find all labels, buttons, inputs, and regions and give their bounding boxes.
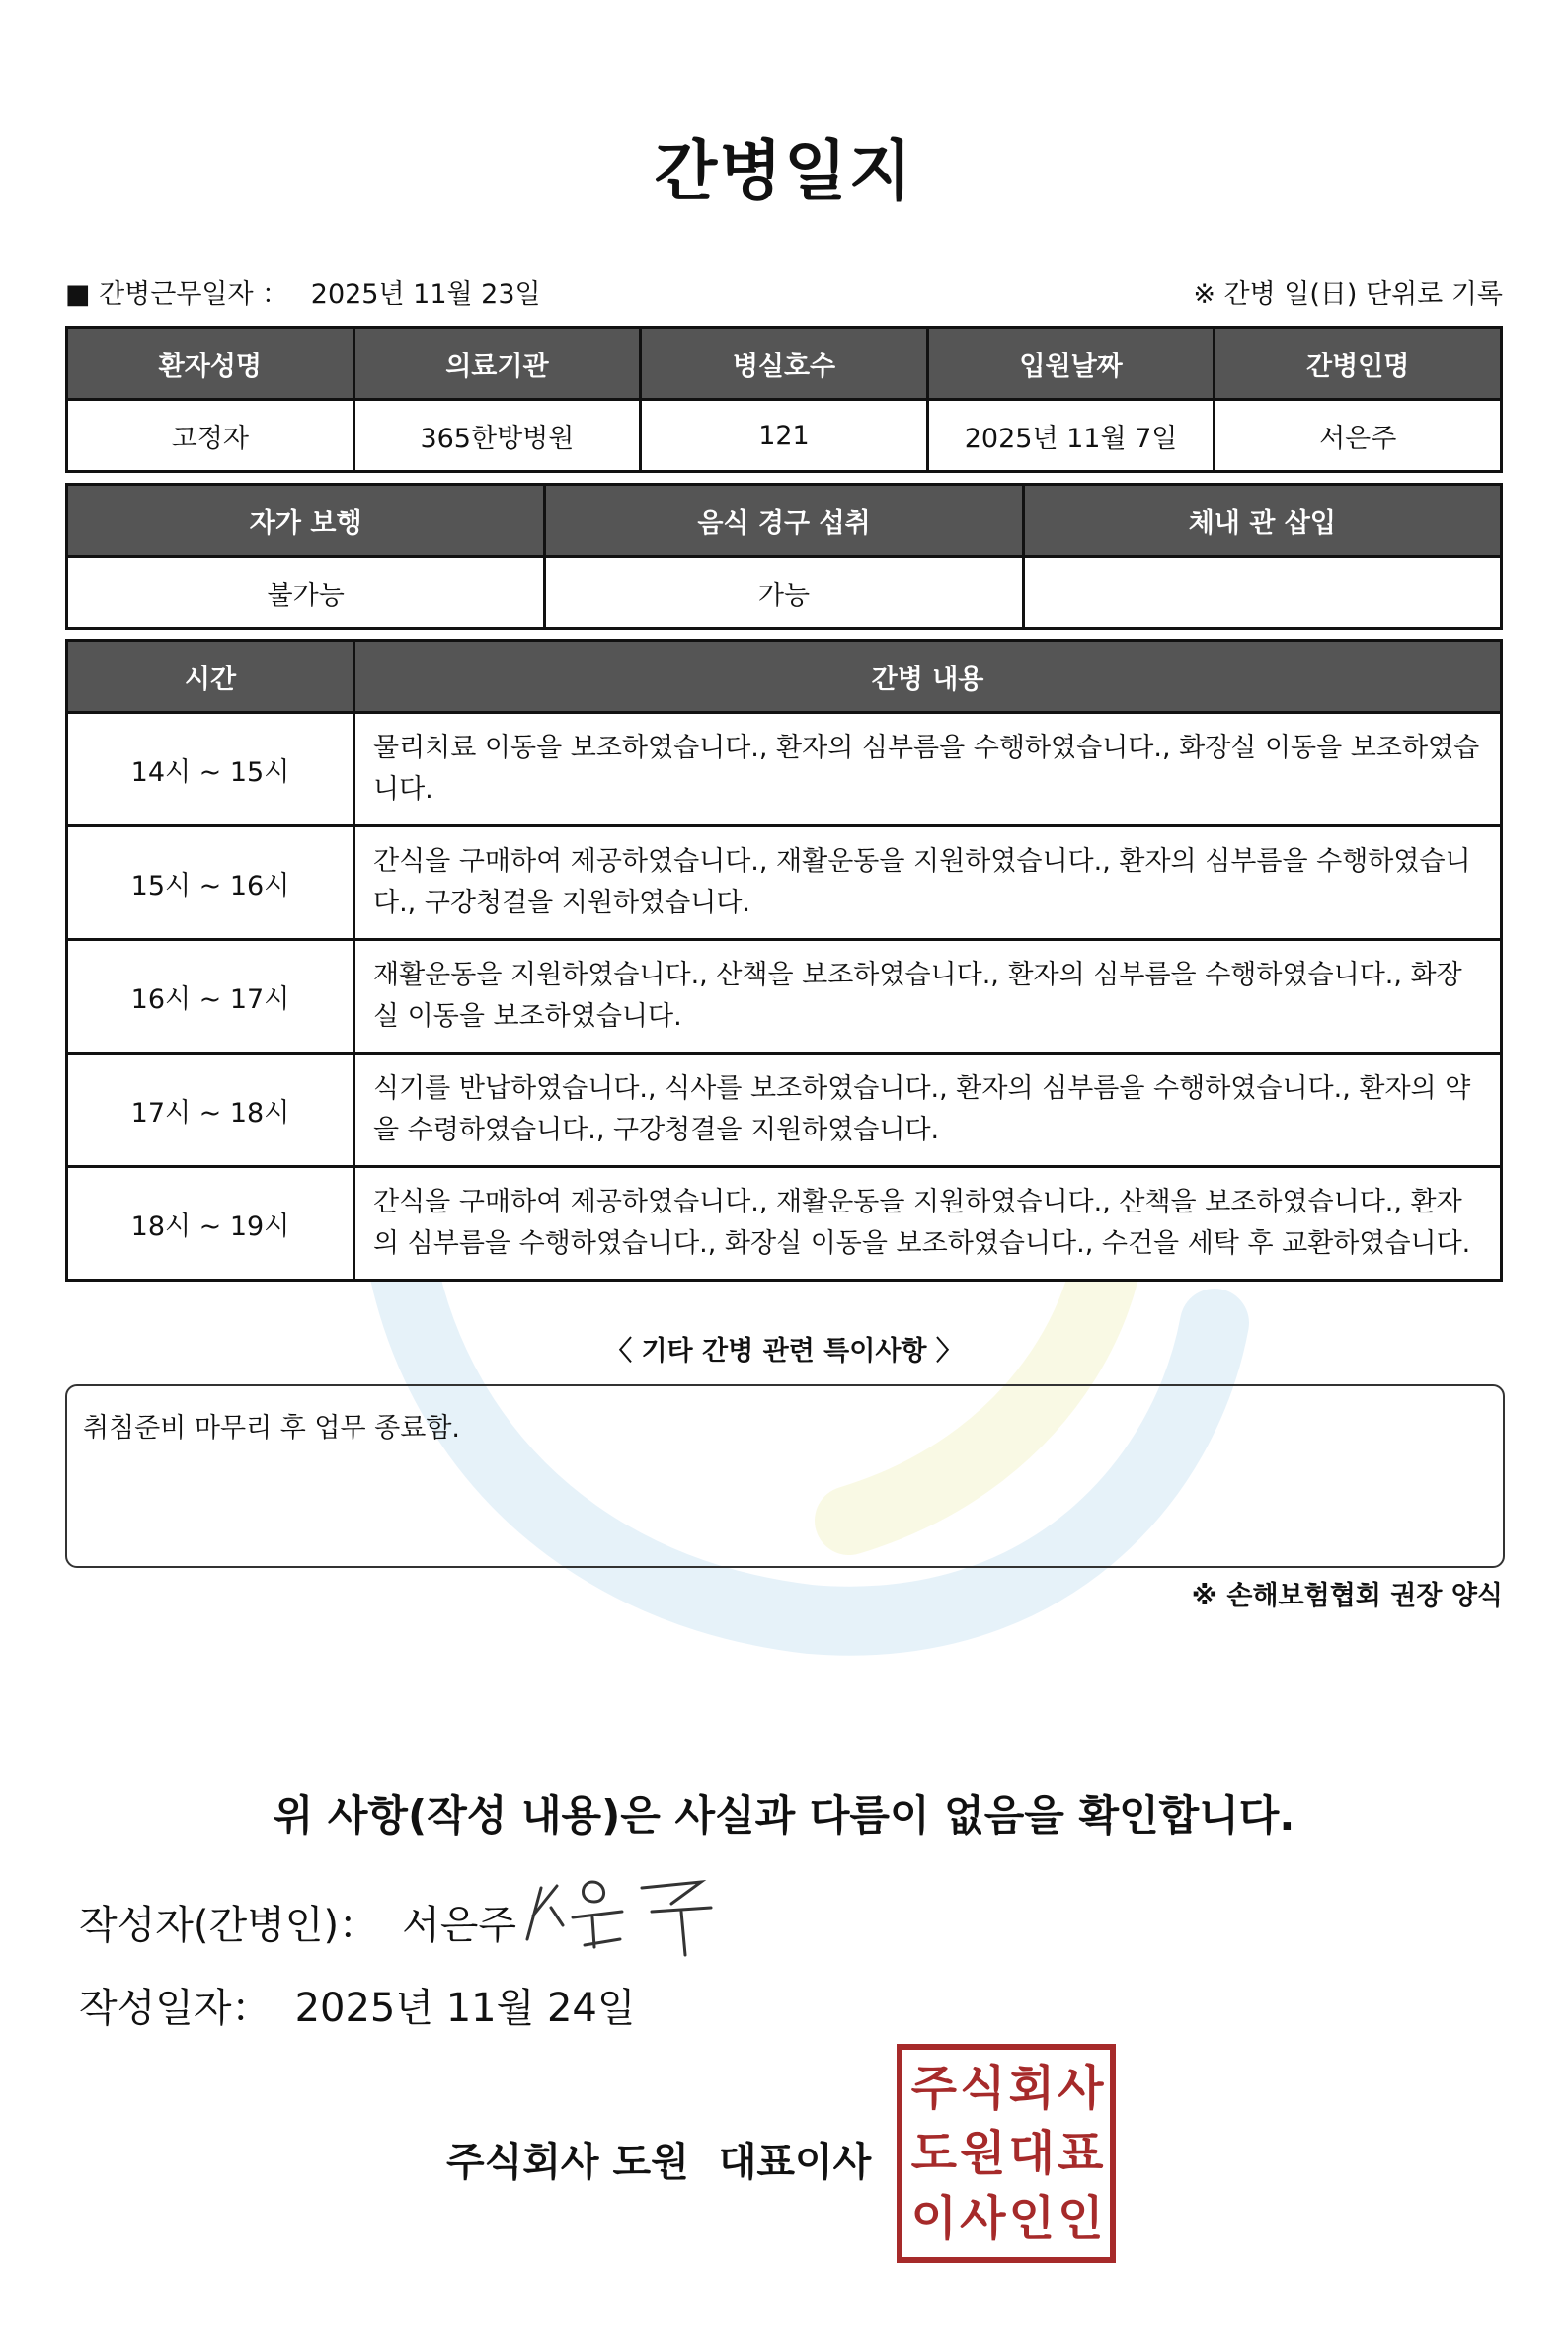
log-content: 식기를 반납하였습니다., 식사를 보조하였습니다., 환자의 심부름을 수행하였습니다., 환자의 약을 수령하였습니다., 구강청결을 지원하였습니다.	[354, 1054, 1502, 1167]
table-header-row	[67, 485, 1502, 557]
patient-info-table	[65, 326, 1503, 473]
header-self-walking: 자가 보행	[67, 485, 545, 557]
company-seal-icon	[897, 2044, 1116, 2263]
company-signoff	[446, 2131, 871, 2187]
notes-box	[65, 1384, 1505, 1568]
seal-char: 사	[1058, 2061, 1102, 2116]
handwritten-signature-icon	[523, 1868, 721, 1957]
header-time: 시간	[67, 641, 354, 713]
log-time: 16시 ~ 17시	[67, 940, 354, 1054]
document-title: 간병일지	[654, 133, 914, 209]
oral-intake-value: 가능	[545, 557, 1023, 629]
header-care-content: 간병 내용	[354, 641, 1502, 713]
seal-char: 주	[910, 2061, 955, 2116]
log-content: 물리치료 이동을 보조하였습니다., 환자의 심부름을 수행하였습니다., 화장실 이동을 보조하였습니다.	[354, 713, 1502, 826]
seal-char: 사	[960, 2191, 1004, 2246]
room-number: 121	[641, 400, 928, 472]
log-content: 재활운동을 지원하였습니다., 산책을 보조하였습니다., 환자의 심부름을 수행하였습니다., 화장실 이동을 보조하였습니다.	[354, 940, 1502, 1054]
hospital-name: 365한방병원	[353, 400, 641, 472]
seal-char: 인	[1008, 2191, 1053, 2246]
notes-heading: 〈 기타 간병 관련 특이사항 〉	[605, 1336, 963, 1367]
table-header-row	[67, 328, 1502, 400]
form-footnote: ※ 손해보험협회 권장 양식	[1191, 1581, 1503, 1611]
log-time: 14시 ~ 15시	[67, 713, 354, 826]
seal-char: 대	[1008, 2126, 1053, 2181]
writer-name: 서은주	[402, 1903, 516, 1948]
header-patient-name: 환자성명	[67, 328, 354, 400]
table-row	[67, 826, 1502, 940]
written-date-line	[79, 1977, 636, 2033]
log-content: 간식을 구매하여 제공하였습니다., 재활운동을 지원하였습니다., 환자의 심부름을 수행하였습니다., 구강청결을 지원하였습니다.	[354, 826, 1502, 940]
company-role: 대표이사	[718, 2140, 872, 2185]
table-row	[67, 940, 1502, 1054]
table-row	[67, 400, 1502, 472]
record-note: ※ 간병 일(日) 단위로 기록	[1193, 279, 1503, 310]
self-walking-value: 불가능	[67, 557, 545, 629]
table-row	[67, 1054, 1502, 1167]
written-date-label: 작성일자：	[79, 1986, 272, 2031]
header-admission-date: 입원날짜	[927, 328, 1215, 400]
company-name: 주식회사 도원	[446, 2140, 689, 2185]
log-time: 15시 ~ 16시	[67, 826, 354, 940]
patient-name: 고정자	[67, 400, 354, 472]
log-time: 17시 ~ 18시	[67, 1054, 354, 1167]
header-room: 병실호수	[641, 328, 928, 400]
seal-char: 도	[910, 2126, 955, 2181]
writer-line	[79, 1894, 516, 1950]
writer-label: 작성자(간병인)：	[79, 1903, 379, 1948]
seal-char: 인	[1058, 2191, 1102, 2246]
header-caregiver-name: 간병인명	[1215, 328, 1502, 400]
work-date-value: 2025년 11월 23일	[310, 279, 541, 310]
header-hospital: 의료기관	[353, 328, 641, 400]
seal-char: 이	[910, 2191, 955, 2246]
work-date	[65, 273, 541, 311]
log-time: 18시 ~ 19시	[67, 1167, 354, 1281]
admission-date: 2025년 11월 7일	[927, 400, 1215, 472]
seal-char: 식	[960, 2061, 1004, 2116]
patient-status-table	[65, 483, 1503, 630]
table-row	[67, 713, 1502, 826]
table-row	[67, 1167, 1502, 1281]
care-log-table	[65, 639, 1503, 1282]
table-header-row	[67, 641, 1502, 713]
work-date-label: ■ 간병근무일자 ：	[65, 279, 289, 310]
tube-insertion-value	[1023, 557, 1501, 629]
confirmation-statement: 위 사항(작성 내용)은 사실과 다름이 없음을 확인합니다.	[273, 1791, 1295, 1839]
seal-char: 표	[1058, 2126, 1102, 2181]
seal-char: 원	[960, 2126, 1004, 2181]
seal-char: 회	[1008, 2061, 1053, 2116]
header-tube-insertion: 체내 관 삽입	[1023, 485, 1501, 557]
log-content: 간식을 구매하여 제공하였습니다., 재활운동을 지원하였습니다., 산책을 보조하였습니다., 환자의 심부름을 수행하였습니다., 화장실 이동을 보조하였습니다., 수건을 세탁 후 교환하였습니다.	[354, 1167, 1502, 1281]
caregiver-name: 서은주	[1215, 400, 1502, 472]
table-row	[67, 557, 1502, 629]
notes-text: 취침준비 마무리 후 업무 종료함.	[83, 1413, 460, 1444]
written-date-value: 2025년 11월 24일	[294, 1986, 636, 2031]
header-oral-intake: 음식 경구 섭취	[545, 485, 1023, 557]
